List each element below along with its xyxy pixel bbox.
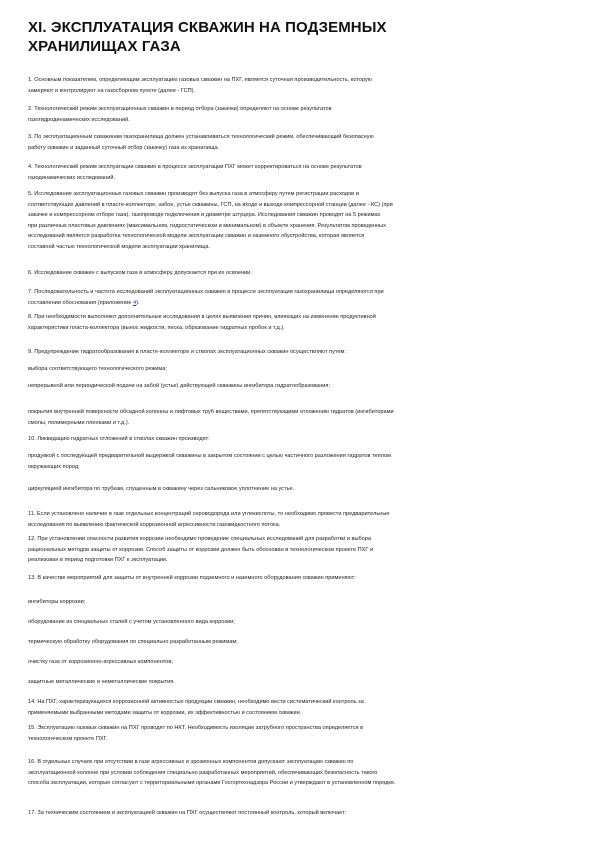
paragraph-25 [28, 723, 573, 744]
paragraph-line: 4. Технологический режим эксплуатации скважин в процессе эксплуатации ПХГ может корректироваться на основе результатов [28, 164, 362, 170]
paragraph-line: 16. В отдельных случаях при отсутствии в газе агрессивных и эрозионных компонентов допускают эксплуатацию скважин по [28, 759, 354, 765]
paragraph-line: способа эксплуатации, которые согласуют с территориальными органами Госгортехнадзора России и утверждают в установленном порядке. [28, 780, 396, 786]
paragraph-line: выбора соответствующего технологического режима; [28, 366, 167, 372]
paragraph-2 [28, 104, 573, 125]
paragraph-line: 9. Предупреждение гидратообразования в пласте-коллекторе и стволах эксплуатационных скважин осуществляют путем: [28, 349, 346, 355]
paragraph-18 [28, 573, 573, 584]
paragraph-line: 7. Последовательность и частота исследований эксплуатационных скважин в процессе эксплуатации газохранилища определяются при [28, 289, 384, 295]
paragraph-line: термическую обработку оборудования по специально разработанным режимам; [28, 639, 238, 645]
paragraph-3 [28, 132, 573, 153]
paragraph-line: технологическом проекте ПХГ. [28, 735, 108, 742]
paragraph-line: смолы, полимерными пленками и т.д.). [28, 419, 130, 426]
paragraph-line: рациональных методов защиты от коррозии. Способ защиты от коррозии должен быть обоснован в технологическом проекте ПХГ и [28, 546, 374, 553]
paragraph-line: составной частью технологической модели эксплуатации хранилища. [28, 243, 211, 250]
paragraph-line: реализован в период подготовки ПХГ к эксплуатации. [28, 557, 168, 563]
paragraph-line: 1. Основным показателем, определяющим эксплуатацию газовых скважин на ПХГ, является суточная производительность, которую [28, 77, 372, 83]
paragraph-line: 6. Исследование скважин с выпуском газа в атмосферу допускается при их освоении. [28, 270, 252, 276]
appendix-link[interactable]: 4 [132, 299, 137, 306]
paragraph-line: продувкой с последующей предварительной выдержкой скважины в закрытом состоянии с целью частичного разложения гидратов теплом [28, 453, 391, 459]
paragraph-line: ингибиторы коррозии; [28, 599, 86, 605]
paragraph-line: работу скважин и заданный суточный отбор (закачку) газа из хранилища. [28, 144, 220, 151]
paragraph-8 [28, 312, 573, 333]
paragraph-line: при различных пластовых давлениях (максимальном, гидростатическом и минимальном) в объекте хранения. Результатом проведенных [28, 222, 386, 229]
paragraph-line: циркуляцией ингибитора по трубкам, спущенным в скважину через сальниковое уплотнение на устье. [28, 486, 295, 492]
paragraph-line: характеристики пласта-коллектора (вынос жидкости, песка, образование гидратных пробок и т.д.). [28, 324, 285, 331]
paragraph-16 [28, 509, 573, 530]
paragraph-22 [28, 657, 573, 668]
paragraph-13 [28, 434, 573, 445]
paragraph-line: 14. На ПХГ, характеризующихся коррозионной активностью продукции скважин, необходимо вести систематический контроль за [28, 699, 364, 705]
paragraph-10 [28, 364, 573, 375]
paragraph-line: применяемыми выбранными методами защиты от коррозии, их эффективностью и состоянием скважин. [28, 709, 302, 716]
paragraph-line: непрерывной или периодической подачи на забой (устье) действующей скважины ингибитора гидратообразования; [28, 383, 331, 389]
page-title [28, 18, 573, 56]
paragraph-line: закачке и компрессорном отборе газа), газопроводе подключения и диаметре штуцера. Исследования скважин проводят на 5 режимах [28, 212, 381, 218]
paragraph-line: окружающих пород; [28, 463, 80, 470]
paragraph-20 [28, 617, 573, 628]
paragraph-line: покрытия внутренней поверхности обсадной колонны и лифтовых труб веществами, препятствующими отложению гидратов (ингибиторами [28, 409, 394, 415]
paragraph-12 [28, 407, 573, 428]
paragraph-11 [28, 381, 573, 392]
paragraph-4 [28, 162, 573, 183]
paragraph-23 [28, 677, 573, 688]
title-line-2: ХРАНИЛИЩАХ ГАЗА [28, 38, 181, 55]
paragraph-5 [28, 189, 573, 252]
paragraph-17 [28, 534, 573, 566]
paragraph-line: оборудование из специальных сталей с учетом установленного вида коррозии; [28, 619, 235, 625]
paragraph-line: 2. Технологический режим эксплуатационных скважин в период отбора (закачки) определяют на основе результатов [28, 106, 332, 112]
paragraph-line: соответствующих давлений в пласте-коллекторе, забое, устье скважины, ГСП, на входе и выходе компрессорной станции (далее - КС) (при [28, 201, 393, 208]
paragraph-24 [28, 697, 573, 718]
paragraph-line: защитные металлические и неметаллические покрытия. [28, 679, 175, 685]
paragraph-26 [28, 757, 573, 789]
paragraph-line: очистку газа от коррозионно-агрессивных компонентов; [28, 659, 173, 665]
paragraph-line: исследований является разработка технологической модели эксплуатации скважин и наземного обустройства, которая является [28, 233, 365, 239]
appendix-tail: ). [136, 299, 140, 306]
paragraph-line: 8. При необходимости выполняют дополнительные исследования в целях выявления причин, влияющих на изменение продуктивной [28, 314, 376, 320]
paragraph-line: исследования по выявлению фактической коррозионной агрессивности газожидкостного потока. [28, 521, 281, 528]
paragraph-line: газогидродинамических исследований. [28, 116, 130, 123]
paragraph-line: 3. По эксплуатационным скважинам газохранилища должен устанавливаться технологический режим, обеспечивающий безопасную [28, 134, 374, 140]
paragraph-line: 10. Ликвидацию гидратных отложений в стволах скважин производят: [28, 436, 210, 442]
paragraph-line: газодинамических исследований. [28, 174, 116, 181]
title-line-1: XI. ЭКСПЛУАТАЦИЯ СКВАЖИН НА ПОДЗЕМНЫХ [28, 19, 387, 36]
paragraph-15 [28, 484, 573, 495]
paragraph-line: 15. Эксплуатацию газовых скважин на ПХГ проводят по НКТ. Необходимость изоляции затрубного пространства определяется в [28, 725, 364, 731]
paragraph-line: 12. При установлении опасности развития коррозии необходимо проведение специальных исследований для разработки и выбора [28, 536, 371, 542]
paragraph-7 [28, 287, 573, 308]
paragraph-9 [28, 347, 573, 358]
paragraph-line: 5. Исследование эксплуатационных газовых скважин производят без выпуска газа в атмосферу путем регистрации расходов и [28, 191, 359, 197]
paragraph-6 [28, 268, 573, 279]
paragraph-line: 17. За техническим состоянием и эксплуатацией скважин на ПХГ осуществляют постоянный контроль, который включает: [28, 810, 347, 816]
paragraph-19 [28, 597, 573, 608]
paragraph-line: замеряют и контролируют на газосборном пункте (далее - ГСП). [28, 87, 196, 94]
paragraph-21 [28, 637, 573, 648]
paragraph-27 [28, 808, 573, 819]
paragraph-line: 13. В качестве мероприятий для защиты от внутренней коррозии подземного и наземного оборудования скважин применяют: [28, 575, 356, 581]
paragraph-line: составлении обоснования (приложение 4). [28, 299, 140, 306]
paragraph-14 [28, 451, 573, 472]
paragraph-line: 11. Если установлено наличие в газе отдельных концентраций сероводорода или углекислоты, то необходимо провести предварительные [28, 511, 390, 517]
paragraph-1 [28, 75, 573, 96]
paragraph-line: эксплуатационной колонне при условии соблюдения специально разработанных мероприятий, обеспечивающих безопасность такого [28, 769, 378, 776]
